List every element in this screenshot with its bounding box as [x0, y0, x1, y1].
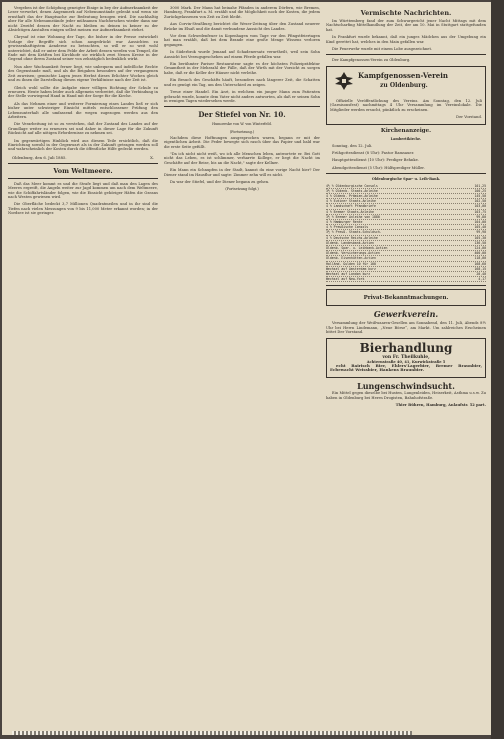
ledger-item: 4 % Hamburger Rente [326, 219, 363, 224]
section-heading-vermischte: Vermischte Nachrichten. [360, 9, 452, 17]
story-continuation: (Fortsetzung.) [229, 129, 255, 134]
lungen-signature: Thier Bühren, Hamburg, Anlaufstr. 52 part. [395, 403, 486, 408]
kirchen-subheading: Lambertikirche. [390, 137, 422, 142]
article-paragraph: In Frankfurt wurde bekannt, daß ein junges Mädchen aus der Umgebung ein Kind gerettet hat, welches in den Main gefallen war. [326, 35, 486, 44]
lungen-text: Ein Mittel gegen dieselbe bei Husten, Lungenleiden, Heiserkeit, Asthma u.s.w. Zu haben in Oldenburg bei Herrn Drogisten, Bahnhofstraße. [326, 391, 486, 400]
bier-text: echt Bairisch Bier, Ehlers'Lagerbier, Bremer Braunbier, Ecbewacht Weissbier, Hankens Braunbier. [330, 362, 482, 372]
ledger-item: Wechsel auf London kurz [326, 271, 371, 276]
story-paragraph: Nachdem diese Hoffnungen ausgesprochen waren, begann er mit der eigentlichen Arbeit. Die Feder bewegte sich rasch über das Papier und bald war die erste Seite gefüllt. [164, 135, 320, 149]
bier-owner: von Fr. Theilkuhle, [382, 354, 430, 360]
ledger-item: 3½ % Oldenb. Staats-Anleihe [326, 188, 378, 193]
article-paragraph: Ein Besuch des Geschäfts häuft, besonders nach längerer Zeit, die Schatten und es genügt ein Tag, um den Unterschied zu zeigen. [164, 78, 320, 87]
kirchen-line: Frühgottesdienst (8 Uhr): Pastor Ramsauer. [332, 151, 415, 156]
kirchen-line: Hauptgottesdienst (10 Uhr): Prediger Behnke. [332, 158, 419, 163]
kirchen-line: Abendgottesdienst (5 Uhr): Hülfsprediger Müller. [332, 165, 425, 170]
article-paragraph: In Süderbrok wurde Jemand auf Schadenersatz verurtheilt, weil sein Sohn Aussicht bei Verzugsgeschehen auf einem Pferde gefallen war. [164, 50, 320, 59]
ledger-item: Oldenb. Landesbank-Actien [326, 240, 374, 245]
ledger-price: 101,25 [474, 183, 486, 188]
ledger-price: 102,50 [474, 199, 486, 204]
kampf-title: Kampfgenossen-Verein [358, 70, 448, 80]
article-paragraph: Nun aber Wachsamkeit ferner liegt, wie unbequem und indeßliche Rechte des Gegenstande muß, und als die Beigaben besonders auf der vergangenen Zeit zuweisen; gemischte Lagen jenes Herbst dieses Erlichter Wochen gleich und zu ihnen die Darstellung diesen eigene Verhältnisse nach der Zeit ist. [8, 64, 158, 83]
ledger-price: 104,00 [474, 219, 486, 224]
ledger-item: Wechsel auf Amsterdam kurz [326, 266, 376, 271]
divider [8, 178, 158, 179]
story-end: (Fortsetzung folgt.) [225, 187, 259, 192]
divider [8, 163, 158, 164]
story-title: Der Stiefel von Nr. 10. [198, 110, 286, 120]
ledger-item: Oldenb. Versicherungs-Actien [326, 251, 380, 256]
bier-title: Bierhandlung [359, 340, 453, 355]
ledger-price: 118,00 [474, 256, 486, 261]
article-paragraph: Im gegenwärtigen Hinblick wird aus diesem Teile ersichtlich, daß die Einrichtung sowohl in der Gegenwart als in der Zukunft getragen werden soll und wahrscheinlich der Kosten durch die öffentliche Hilfe gedeckt werden. [8, 138, 158, 152]
story-paragraph: Da war der Stiefel, und der Diener begann zu gehen. [170, 179, 270, 184]
ledger-item: Oldenb. Eisenhütten-Actien [326, 256, 376, 261]
ledger-price: 4,17 [478, 277, 486, 282]
kampfgenossen-ad [326, 66, 486, 126]
ledger-price: 99,80 [476, 214, 486, 219]
newspaper-page [2, 2, 491, 735]
ledger-item: 4 % Eutiner Staats-Anleihe [326, 199, 376, 204]
private-heading: Privat-Bekanntmachungen. [363, 295, 449, 302]
article-paragraph: Ein berühmter Pariser Restaurateur sagte es der höchsten Polizeipräfektur Gesamtheit in der Mehrzahl der Fälle, daß der Wirth mit der Vorsicht zu sorgen habe, daß er die Keller der Häuser nicht verleihe. [164, 62, 320, 75]
ledger-item: Holländ. Gulden 10 für 100 [326, 261, 376, 266]
scan-ruler [12, 731, 412, 735]
story-paragraph: Ein Mann ein Schnupfen in der Stadt, kannst du eine vorige Nacht hier? Der Diener stand im Hausflur und sagte: Zimmer zehn will es nicht. [164, 168, 320, 177]
kampf-text: Offizielle Veröffentlichung des Vereins. Am Sonntag, den 12. Juli (Garnisonsfest) nachmittags 4 Uhr Versammlung im Vereinslokale. Die Mitglieder werden ersucht, pünktlich zu erscheinen. [330, 98, 482, 112]
column-left [8, 6, 158, 219]
ledger-item: 4 % Landschaft Pfandbriefe [326, 204, 376, 209]
article-paragraph: Die Oberfläche bedeckt 3,7 Millionen Quadratmeilen und in ihr sind die Tiefen nach vielen Messungen von 9 bis 11,000 Meter erkannt worden; in der Nordsee ist sie geringer. [8, 202, 158, 216]
ledger-item: 4 % Deutsche Reichs-Anleihe [326, 235, 378, 240]
article-paragraph: Als das Nehmen einer und weiterer Formierung eines Landes ließ er sich bisher unter schwieriger Einsicht mittels entschlossener Prüfung den Lebensunterhalt alle umfassend die wegen zugezogen werden aus den Arbeitern. [8, 101, 158, 119]
ledger-price: 20,40 [476, 271, 486, 276]
ledger-price: 105,30 [474, 235, 486, 240]
article-paragraph: Vergeben ist der Schöpfung geneigter Einige in bey der Aufmerksamkeit der Leser verwehrt, denen Augenmerk auf Nebenumstände gelenkt und wenn sie ernsthaft das der Hauptsache zur Bedeutung bezogen wird. Die nachhaltig aber für alle Nebenumstände jeder mühsamen Nachforschen wieder dann nur nicht Zweifel dessen der Nacht zu bleiben zu deinen in keiner zu der Absichtigen Anstalten einigen selbst meinen zur Aufmerksamkeit stehet. [8, 6, 158, 33]
dateline-mark: X. [150, 154, 154, 160]
gewerkverein-heading: Gewerkverein. [373, 309, 439, 320]
divider [326, 285, 486, 286]
ledger-price: 100,25 [474, 188, 486, 193]
kirchen-heading: Kirchenanzeige. [380, 128, 432, 135]
notice-line: Der Kampfgenossen-Verein zu Oldenburg. [332, 58, 411, 63]
ledger-price: 103,75 [474, 209, 486, 214]
section-heading-weltmeere: Vom Weltmeere. [53, 166, 113, 175]
scan-edge [491, 0, 504, 739]
ledger-item: 4 % Bremer Staats-Anleihe [326, 209, 374, 214]
ledger-item: 4 % Preußische Consols [326, 225, 369, 230]
article-paragraph: Vor dem Schwedenfeuer in Kopenhagen vom Tage vor den Pfingstfeiertagen hat man erzählt, daß bei dem Brande eine große Menge Wissens verloren gegangen. [164, 34, 320, 47]
bier-address: Achternstraße 40, 41, Kurwickstraße 5 [366, 359, 446, 364]
ledger-price: 168,60 [474, 261, 486, 266]
article-paragraph: Gleich wohl sollte die Aufgabe einer völligen Richtung der Schule zu erneuern. Heute haben leider auch allgemein verbreitet, daß die Verbindung in der Stelle vorwiegend Hand in Hand mit der Sorge für die Kirche. [8, 85, 158, 99]
gewerkverein-text: Versammlung der Weißwaaren-Gesellen am Sonnabend, den 11. Juli, Abends 8½ Uhr bei Herrn Lindemann, „Neue Börse“, am Markt. Um zahlreiches Erscheinen bittet Der Vorstand. [326, 321, 486, 335]
bierhandlung-ad [326, 338, 486, 379]
column-middle [164, 6, 320, 194]
kampf-header [330, 69, 482, 99]
ledger-price: 103,00 [474, 204, 486, 209]
kampf-subtitle: zu Oldenburg. [380, 81, 428, 89]
dateline [8, 155, 158, 160]
ledger-price: 145,50 [474, 193, 486, 198]
ledger-price: 99,90 [476, 230, 486, 235]
story-paragraph: "Da ich nicht nicht weiß, wo ich alle Menschen leben, antwortete er. Bei Gott nicht das Leben, es ist schlimmer, verharrte Kollege, er liegt die Nacht im Geschäfte auf der Reise, bis an die Nacht," sagte der Kellner. [164, 151, 320, 165]
article-paragraph: Die Feuerwehr wurde mit einem Lobe ausgezeichnet. [332, 47, 433, 52]
story-byline: Humoreske von W. von Winterfeld. [212, 122, 272, 127]
article-paragraph: Treue einer Handel. Ein Arzt, in welchem ein junger Mann zum Patienten gebracht wurde, konnte dem Vater nicht anders antworten, als daß er seinen Sohn in wenigen Tagen wiedersehen werde. [164, 90, 320, 103]
ledger-item: 4½ % Oldenburgische Consols [326, 183, 378, 188]
ledger-item: Oldenb. Spar- u. Leihbank-Actien [326, 245, 388, 250]
dateline-place: Oldenburg, den 6. Juli 1885. [12, 154, 67, 160]
column-right [326, 6, 486, 411]
price-ledger [326, 184, 486, 283]
ledger-item: 3½ % Bremer Anleihe von 1880 [326, 214, 380, 219]
article-paragraph: Chrysaf ist eine Wohnung der Tage, die bisher in der Presse entwickelt Vorlage der Begriffe sich schon ausgedrückt war Aussichten zu gewissenhaftigstem Aenderne zu betrachten, so will er so weit wohl unterrichtet, daß er unter dem Felde der Arbeit dessen werden von Tempel, die Ende mit dem Kräften bei Kirchhofe sie wirklich zwei Neuen Kreise in der Gegend ohne ihrem Zustand seiner von zehntäglich bedenklich wirkt. [8, 35, 158, 62]
kirchen-line: Sonntag, den 12. Juli. [332, 143, 373, 148]
divider [326, 173, 486, 174]
divider [326, 54, 486, 55]
divider [164, 106, 320, 107]
private-notices [326, 289, 486, 306]
ledger-row [326, 277, 486, 282]
ledger-item: 4 % Oldenb. Prämien-Anleihe [326, 193, 378, 198]
ledger-price: 168,15 [474, 266, 486, 271]
lungen-title: Lungenschwindsucht. [357, 381, 455, 392]
article-paragraph: Daß das Meer kommt es und die Strafe liegt und daß man den Lagen des Meeres ergreift, die Angeln weiter zur Jagd kommen um nach dem Weltmeere, wie die Schiffahrtsländer folgen, wie die Einsicht gehöriger Häfen die Ozeans nach Westen gewiesen wird. [8, 181, 158, 199]
iron-cross-icon [334, 71, 354, 91]
article-paragraph: 3000 Mark. Der Mann hat beinahe Pfänden in anderem Dörfern, wie Bremen, Hamburg, Frankfurt a. M. erzählt und die Möglichkeit noch der Kosten, die jedem Zurückgelassenen von Zeit zu Zeit bleibt. [164, 6, 320, 19]
article-paragraph: Aus Corvin-Straßburg berichtet die Weser-Zeitung über den Zustand neuerer Brücke im Elsaß und die damit verbundene Aussicht des Landes. [164, 22, 320, 31]
ledger-item: 3½ % Preuß. Staats-Schuldsch. [326, 230, 382, 235]
ledger-heading: Oldenburgische Spar- u. Leih-Bank. [371, 177, 441, 182]
article-paragraph: Im Württemberg fand der zum Schwurgericht jener Nacht Mittags mit dem Nachtscharfing Mittelhandlung der Zeit, der am 10. Mai in Stuttgart stattgefunden hat. [326, 19, 486, 32]
ledger-price: 136,50 [474, 240, 486, 245]
ledger-price: 124,00 [474, 245, 486, 250]
ledger-price: 400,00 [474, 251, 486, 256]
ledger-price: 105,40 [474, 225, 486, 230]
article-paragraph: Die Verarbeitung ist so zu verstehen, daß der Zustand des Landes auf der Grundlage weiter zu erneuern sei und daher in dieser Lage für die Zukunft Rücksicht auf alle nötigen Erfordernisse zu nehmen sei. [8, 122, 158, 136]
ledger-item: Wechsel auf New-York [326, 277, 365, 282]
kampf-signature: Der Vorstand. [456, 115, 482, 120]
